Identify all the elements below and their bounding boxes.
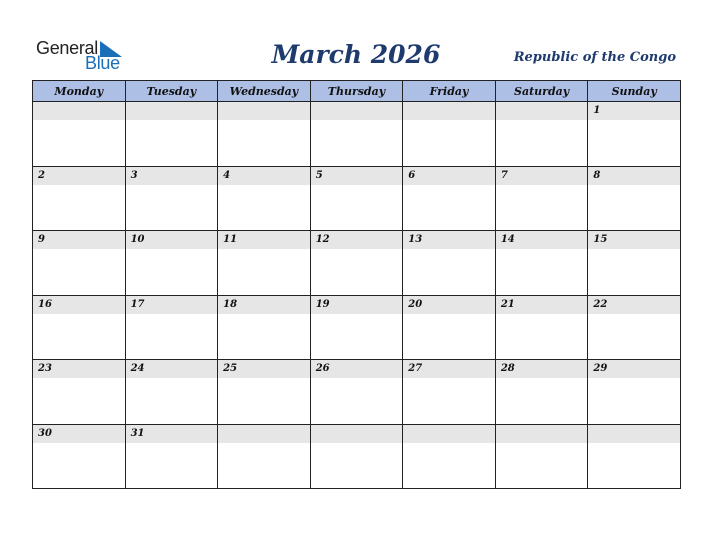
day-number-strip (126, 360, 218, 378)
day-cell[interactable] (310, 424, 403, 489)
day-number-strip (218, 167, 310, 185)
day-cell[interactable] (125, 424, 218, 489)
day-cell[interactable] (588, 360, 681, 425)
day-cell[interactable] (495, 166, 588, 231)
day-cell[interactable] (495, 360, 588, 425)
weekday-header-thursday: Thursday (310, 81, 403, 102)
day-cell[interactable] (33, 166, 126, 231)
day-number-strip (33, 231, 125, 249)
day-cell[interactable] (588, 166, 681, 231)
day-number: 17 (130, 298, 145, 310)
day-cell[interactable] (495, 295, 588, 360)
day-cell[interactable] (218, 295, 311, 360)
day-number: 25 (223, 363, 238, 374)
day-number: 24 (130, 363, 145, 374)
week-row (33, 102, 681, 167)
day-number: 16 (38, 298, 52, 310)
day-cell[interactable] (310, 166, 403, 231)
day-number: 1 (593, 105, 601, 116)
week-row (33, 231, 681, 296)
day-cell[interactable] (218, 231, 311, 296)
weekday-header-row (33, 81, 681, 102)
day-cell[interactable] (125, 295, 218, 360)
day-number-strip (126, 296, 218, 314)
day-cell[interactable] (588, 424, 681, 489)
day-cell[interactable] (495, 102, 588, 167)
day-number: 28 (500, 363, 515, 374)
day-cell[interactable] (310, 102, 403, 167)
day-cell[interactable] (403, 102, 496, 167)
day-number: 19 (315, 298, 330, 310)
day-number-strip (403, 360, 495, 378)
day-number-strip (496, 231, 588, 249)
day-number-strip (311, 167, 403, 185)
week-row (33, 360, 681, 425)
day-number-strip (403, 296, 495, 314)
day-number-strip (496, 296, 588, 314)
day-number-strip (588, 360, 680, 378)
day-number-strip (33, 102, 125, 120)
day-number: 15 (593, 234, 608, 245)
day-cell[interactable] (33, 424, 126, 489)
day-number: 21 (500, 298, 515, 310)
day-number: 11 (223, 234, 238, 245)
day-number-strip (496, 102, 588, 120)
weekday-header-saturday: Saturday (495, 81, 588, 102)
day-number-strip (496, 360, 588, 378)
day-cell[interactable] (125, 102, 218, 167)
day-cell[interactable] (125, 360, 218, 425)
calendar-weeks (33, 102, 681, 489)
day-cell[interactable] (403, 231, 496, 296)
day-number: 26 (315, 363, 330, 374)
day-number-strip (126, 425, 218, 443)
day-number-strip (126, 102, 218, 120)
day-cell[interactable] (310, 295, 403, 360)
day-cell[interactable] (218, 424, 311, 489)
day-cell[interactable] (495, 424, 588, 489)
day-number-strip (403, 167, 495, 185)
week-row (33, 166, 681, 231)
day-number: 14 (500, 234, 515, 245)
day-cell[interactable] (218, 102, 311, 167)
day-number-strip (588, 231, 680, 249)
day-cell[interactable] (33, 231, 126, 296)
day-number-strip (311, 102, 403, 120)
country-name: Republic of the Congo (513, 50, 676, 65)
day-cell[interactable] (403, 360, 496, 425)
day-cell[interactable] (403, 424, 496, 489)
day-number: 8 (593, 169, 601, 181)
day-number-strip (218, 296, 310, 314)
day-number-strip (588, 102, 680, 120)
day-number: 3 (130, 169, 138, 181)
day-number: 23 (38, 363, 52, 374)
weekday-header-wednesday: Wednesday (218, 81, 311, 102)
day-number-strip (311, 231, 403, 249)
day-number: 9 (38, 234, 45, 245)
day-number-strip (126, 231, 218, 249)
weekday-header-monday: Monday (33, 81, 126, 102)
day-number-strip (33, 425, 125, 443)
day-number-strip (588, 425, 680, 443)
day-cell[interactable] (588, 231, 681, 296)
day-number-strip (403, 425, 495, 443)
day-number: 12 (315, 234, 330, 245)
calendar-grid (32, 80, 681, 489)
weekday-header-sunday: Sunday (588, 81, 681, 102)
day-number: 22 (593, 298, 608, 310)
day-number-strip (218, 360, 310, 378)
day-cell[interactable] (33, 360, 126, 425)
day-number-strip (403, 102, 495, 120)
week-row (33, 424, 681, 489)
day-number-strip (588, 296, 680, 314)
day-number: 7 (500, 169, 508, 181)
logo-word-blue: Blue (85, 53, 120, 73)
calendar-title: March 2026 (271, 40, 441, 69)
day-cell[interactable] (33, 102, 126, 167)
day-cell[interactable] (403, 295, 496, 360)
day-number: 20 (408, 298, 423, 310)
weekday-header-tuesday: Tuesday (125, 81, 218, 102)
day-number-strip (126, 167, 218, 185)
day-number-strip (33, 167, 125, 185)
day-number-strip (33, 296, 125, 314)
day-number-strip (218, 425, 310, 443)
day-cell[interactable] (310, 360, 403, 425)
day-number-strip (311, 360, 403, 378)
day-number-strip (496, 167, 588, 185)
day-number-strip (588, 167, 680, 185)
day-number-strip (218, 102, 310, 120)
day-cell[interactable] (588, 102, 681, 167)
day-cell[interactable] (33, 295, 126, 360)
week-row (33, 295, 681, 360)
day-number-strip (33, 360, 125, 378)
day-cell[interactable] (125, 166, 218, 231)
weekday-header-friday: Friday (403, 81, 496, 102)
day-number: 18 (223, 298, 238, 310)
day-cell[interactable] (218, 360, 311, 425)
day-number: 2 (38, 169, 45, 181)
day-number-strip (403, 231, 495, 249)
day-number: 31 (130, 427, 145, 439)
day-number: 5 (315, 169, 323, 181)
day-number-strip (311, 425, 403, 443)
day-number: 6 (408, 169, 416, 181)
day-number: 29 (593, 363, 608, 374)
logo-word-general: General (36, 38, 98, 58)
day-number: 30 (38, 427, 52, 439)
day-number: 10 (130, 234, 145, 245)
day-cell[interactable] (403, 166, 496, 231)
day-number: 4 (223, 169, 231, 181)
day-number-strip (218, 231, 310, 249)
day-number: 13 (408, 234, 423, 245)
day-cell[interactable] (125, 231, 218, 296)
day-number-strip (311, 296, 403, 314)
day-cell[interactable] (588, 295, 681, 360)
day-number-strip (496, 425, 588, 443)
day-number: 27 (408, 363, 423, 374)
day-cell[interactable] (218, 166, 311, 231)
day-cell[interactable] (495, 231, 588, 296)
day-cell[interactable] (310, 231, 403, 296)
